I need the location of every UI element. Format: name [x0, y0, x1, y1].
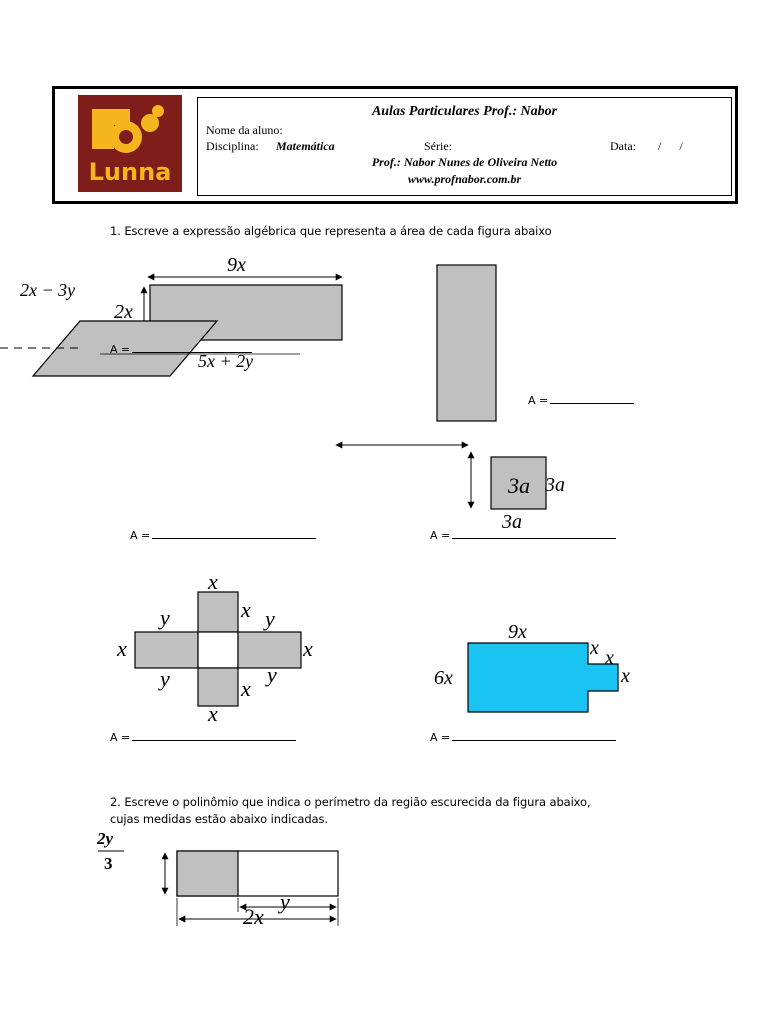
cross-top-label: x: [208, 569, 218, 594]
parallelogram-base-label: 5x + 2y: [198, 351, 254, 371]
answer-fig6: A =: [430, 730, 616, 744]
cross-inner-x-1: x: [241, 597, 251, 622]
answer-fig3: A =: [528, 393, 634, 407]
question2-line1: 2. Escreve o polinômio que indica o perímetro da região escurecida da figura abaixo,: [110, 795, 591, 809]
answer-fig4: A =: [430, 528, 616, 542]
answer-line[interactable]: [132, 730, 296, 741]
nome-label: Nome da aluno:: [206, 123, 283, 137]
q2-y-label: y: [280, 889, 290, 914]
fraction-denominator: 3: [104, 854, 113, 873]
parallelogram-top-label: 2x − 3y: [20, 280, 76, 300]
cross-y-label-3: y: [160, 666, 170, 691]
square-bottom-label: 3a: [502, 511, 522, 533]
rect-width-label: 9x: [227, 254, 246, 276]
blue-left-label: 6x: [434, 667, 453, 689]
tall-rect-figure: [437, 265, 496, 421]
answer-line[interactable]: [550, 393, 634, 404]
answer-line[interactable]: [452, 528, 616, 539]
cross-right-label: x: [303, 636, 313, 661]
rect-height-label: 2x: [114, 301, 133, 323]
disciplina-value: Matemática: [276, 139, 335, 153]
blue-notch-label-2: x: [605, 647, 614, 669]
answer-fig5: A =: [110, 730, 296, 744]
answer-line[interactable]: [132, 342, 252, 353]
question2-line2: cujas medidas estão abaixo indicadas.: [110, 812, 328, 826]
q2-2x-label: 2x: [243, 904, 264, 929]
blue-notch-label-3: x: [621, 665, 630, 687]
header-title: Aulas Particulares Prof.: Nabor: [371, 104, 558, 119]
cross-y-label-1: y: [160, 605, 170, 630]
blue-notch-label-1: x: [590, 637, 599, 659]
cross-y-label-4: y: [267, 662, 277, 687]
blue-top-label: 9x: [508, 621, 527, 643]
website: www.profnabor.com.br: [407, 172, 522, 186]
cross-bottom-label: x: [208, 701, 218, 726]
q2-shaded-region: [177, 851, 238, 896]
fraction-numerator: 2y: [97, 829, 114, 848]
question1-text: 1. Escreve a expressão algébrica que representa a área de cada figura abaixo: [110, 224, 552, 238]
logo-text: Lunna: [88, 158, 172, 186]
square-right-label: 3a: [545, 474, 565, 496]
cross-y-label-2: y: [265, 606, 275, 631]
data-label: Data:: [610, 139, 636, 153]
square-side-right-label: 3a: [508, 473, 530, 498]
serie-label: Série:: [424, 139, 452, 153]
data-slashes: / /: [658, 139, 683, 153]
answer-line[interactable]: [152, 528, 316, 539]
disciplina-label: Disciplina:: [206, 139, 259, 153]
answer-fig1: A =: [130, 528, 316, 542]
answer-fig2: A =: [110, 342, 252, 356]
professor-name: Prof.: Nabor Nunes de Oliveira Netto: [371, 155, 558, 169]
cross-inner-x-2: x: [241, 676, 251, 701]
cross-left-label: x: [117, 636, 127, 661]
answer-line[interactable]: [452, 730, 616, 741]
